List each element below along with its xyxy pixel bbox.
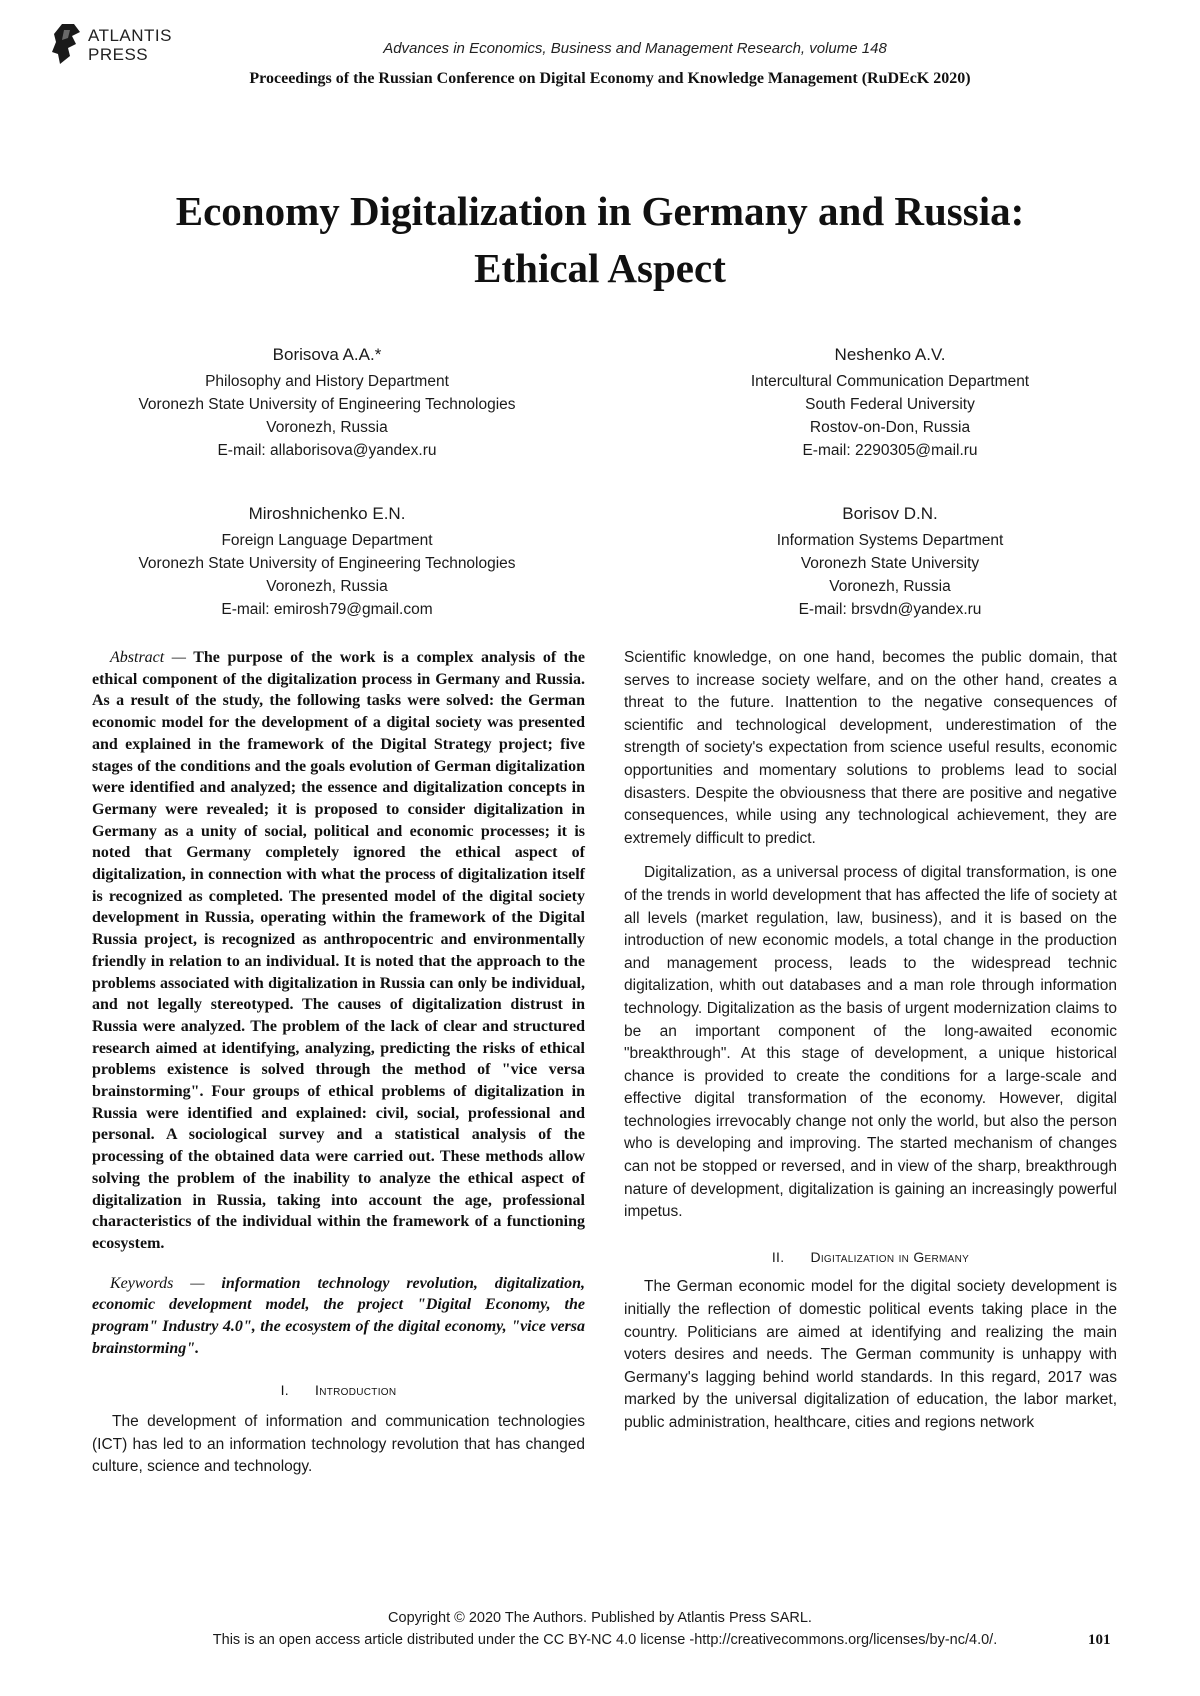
author-email: E-mail: 2290305@mail.ru bbox=[802, 442, 978, 459]
author-department: Intercultural Communication Department bbox=[750, 373, 1030, 390]
running-head: Advances in Economics, Business and Management Research, volume 148 bbox=[383, 40, 887, 57]
author-department: Foreign Language Department bbox=[221, 532, 433, 549]
section-title: Digitalization in Germany bbox=[810, 1248, 970, 1265]
body-paragraph: Scientific knowledge, on one hand, becomes the public domain, that serves to increase society welfare, and on the other hand, creates a threat to the future. Inattention to the negative consequences of scientific and technological development, underestimation of the strength of society's expectation from science useful results, economic opportunities and momentary solutions to problems lead to social disasters. Despite the obviousness that there are positive and negative consequences, while using any technological achievement, they are extremely difficult to predict. bbox=[624, 649, 1117, 847]
author-city: Rostov-on-Don, Russia bbox=[809, 419, 971, 436]
author-name: Miroshnichenko E.N. bbox=[248, 504, 406, 523]
author-name: Borisov D.N. bbox=[842, 504, 938, 523]
atlantis-logo-icon bbox=[50, 22, 84, 66]
body-paragraph: Digitalization, as a universal process of digital transformation, is one of the trends in world development that has affected the life of society at all levels (market regulation, law, business), and it is based on the introduction of new economic models, a total change in the production and management process, leads to the widespread technic digitalization, whith out databases and a man role through information technology. Digitalization as the basis of urgent modernization claims to be an important component of the long-awaited economic "breakthrough". At this stage of development, a unique historical chance is provided to create the conditions for a large-scale and effective digital transformation of the economy. However, digital technologies irrevocably change not only the world, but also the person who is developing and improving. The started mechanism of changes can not be stopped or reversed, and in view of the sharp, breakthrough nature of development, digitalization is gaining an increasingly powerful impetus. bbox=[624, 864, 1117, 1221]
author-block bbox=[92, 343, 562, 462]
author-email: E-mail: brsvdn@yandex.ru bbox=[798, 601, 982, 618]
author-organization: Voronezh State University of Engineering Technologies bbox=[138, 555, 516, 572]
section-number: II. bbox=[771, 1248, 785, 1265]
section-number: I. bbox=[280, 1381, 289, 1398]
author-organization: South Federal University bbox=[805, 396, 975, 413]
author-city: Voronezh, Russia bbox=[266, 578, 388, 595]
publisher-logo bbox=[50, 22, 190, 72]
author-block bbox=[92, 502, 562, 621]
right-column bbox=[624, 647, 1117, 1435]
publisher-name-line2: PRESS bbox=[88, 45, 149, 64]
section-heading-germany bbox=[624, 1246, 1117, 1269]
paper-title-line2: Ethical Aspect bbox=[474, 245, 726, 291]
author-city: Voronezh, Russia bbox=[829, 578, 951, 595]
abstract-text: The purpose of the work is a complex analysis of the ethical component of the digitalization process in Germany and Russia. As a result of the study, the following tasks were solved: the German economic model for the development of a digital society was presented and explained in the framework of the Digital Strategy project; five stages of the conditions and the goals evolution of German digitalization were identified and analyzed; the essence and digitalization concepts in Germany were revealed; it is proposed to consider digitalization in Germany as a unity of social, political and economic processes; it is noted that Germany completely ignored the ethical aspect of digitalization, in connection with what the process of digitalization itself is recognized as completed. The presented model of the digital society development in Russia, operating within the framework of the Digital Russia project, is recognized as anthropocentric and environmentally friendly in relation to an individual. It is noted that the approach to the problems associated with digitalization in Russia can only be individual, and not legally stereotyped. The causes of digitalization distrust in Russia were analyzed. The problem of the lack of clear and structured research aimed at identifying, analyzing, predicting the risks of ethical problems existence is solved through the method of "vice versa brainstorming". Four groups of ethical problems of digitalization in Russia were identified and explained: civil, social, professional and personal. A sociological survey and a statistical analysis of the processing of the obtained data were carried out. These methods allow solving the problem of the inability to analyze the ethical aspect of digitalization in Russia, taking into account the age, professional characteristics of the individual within the framework of a functioning ecosystem. bbox=[92, 649, 585, 1252]
author-city: Voronezh, Russia bbox=[266, 419, 388, 436]
author-department: Information Systems Department bbox=[776, 532, 1004, 549]
author-department: Philosophy and History Department bbox=[205, 373, 449, 390]
page-number: 101 bbox=[1088, 1632, 1111, 1648]
author-name: Neshenko A.V. bbox=[834, 345, 946, 364]
abstract bbox=[92, 647, 585, 1255]
author-block bbox=[655, 343, 1125, 462]
author-name: Borisova A.A.* bbox=[272, 345, 382, 364]
abstract-label: Abstract — bbox=[110, 649, 186, 666]
author-organization: Voronezh State University of Engineering Technologies bbox=[138, 396, 516, 413]
author-email: E-mail: emirosh79@gmail.com bbox=[221, 601, 433, 618]
keywords bbox=[92, 1273, 585, 1360]
keywords-label: Keywords — bbox=[110, 1274, 205, 1292]
paper-title-line1: Economy Digitalization in Germany and Russia: bbox=[175, 188, 1025, 234]
proceedings-title: Proceedings of the Russian Conference on Digital Economy and Knowledge Management (RuDEcK 2020) bbox=[249, 70, 971, 87]
author-block bbox=[655, 502, 1125, 621]
author-organization: Voronezh State University bbox=[800, 555, 980, 572]
license-notice: This is an open access article distributed under the CC BY-NC 4.0 license -http://creativecommons.org/licenses/by-nc/4.0/. bbox=[212, 1632, 998, 1648]
left-column bbox=[92, 647, 585, 1479]
paper-title bbox=[60, 183, 1140, 297]
keywords-text: information technology revolution, digitalization, economic development model, the project "Digital Economy, the program" Industry 4.0", the ecosystem of the digital economy, "vice versa brainstorming". bbox=[92, 1274, 586, 1357]
body-paragraph: The German economic model for the digital society development is initially the reflection of domestic political events taking place in the country. Politicians are aimed at identifying and realizing the main voters desires and needs. The German community is unhappy with Germany's lagging behind world standards. In this regard, 2017 was marked by the universal digitalization of education, the labor market, public administration, healthcare, cities and regions network bbox=[624, 1278, 1117, 1431]
author-email: E-mail: allaborisova@yandex.ru bbox=[217, 442, 437, 459]
section-title: Introduction bbox=[315, 1381, 397, 1398]
publisher-name-line1: ATLANTIS bbox=[88, 26, 172, 45]
introduction-paragraph: The development of information and communication technologies (ICT) has led to an information technology revolution that has changed culture, science and technology. bbox=[92, 1413, 585, 1476]
publisher-name bbox=[88, 26, 172, 64]
copyright-notice: Copyright © 2020 The Authors. Published by Atlantis Press SARL. bbox=[388, 1610, 812, 1626]
section-heading-introduction bbox=[92, 1380, 585, 1402]
